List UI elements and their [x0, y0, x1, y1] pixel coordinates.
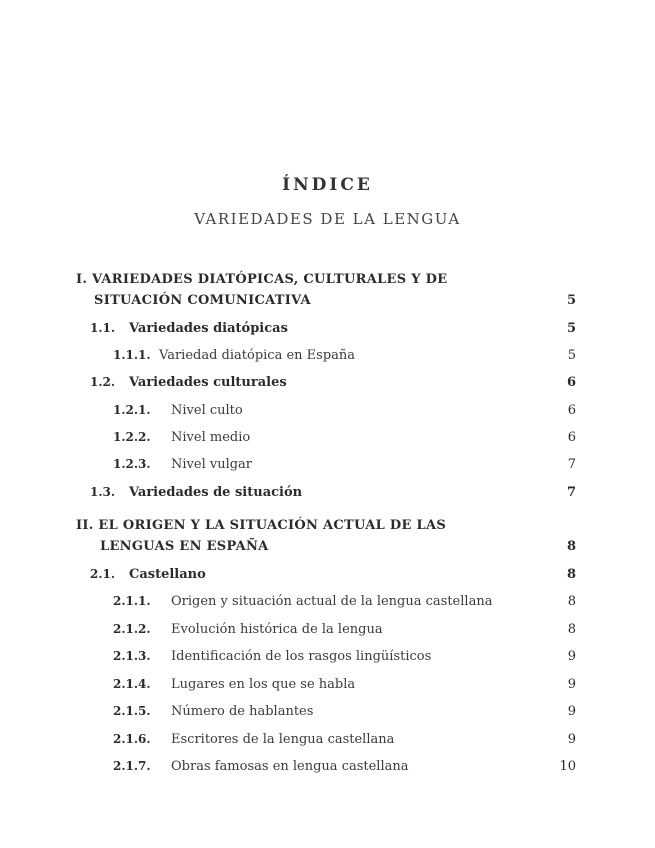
toc-page-number: 9 [567, 677, 576, 692]
page-subtitle: VARIEDADES DE LA LENGUA [194, 210, 461, 228]
toc-entry-number: 2.1.1. [113, 594, 151, 608]
toc-entry-label: Evolución histórica de la lengua [171, 622, 383, 637]
toc-page-number: 8 [567, 622, 576, 637]
toc-page-number: 9 [567, 649, 576, 664]
toc-entry-label: Identificación de los rasgos lingüísticos [171, 649, 432, 664]
toc-page-number: 5 [566, 321, 576, 336]
toc-entry-label: Lugares en los que se habla [171, 677, 356, 692]
toc-entry-label: Número de hablantes [171, 704, 314, 719]
toc-section-title-line2: SITUACIÓN COMUNICATIVA [94, 293, 311, 308]
toc-section-title-line1: I. VARIEDADES DIATÓPICAS, CULTURALES Y DE [76, 272, 448, 287]
toc-page-number: 9 [567, 732, 576, 747]
toc-entry-label: Variedades culturales [129, 375, 287, 390]
toc-entry-number: 2.1.7. [113, 759, 151, 773]
toc-section-title-line2: LENGUAS EN ESPAÑA [100, 539, 269, 554]
toc-page-number: 5 [567, 348, 576, 363]
toc-entry-label: Nivel medio [171, 430, 251, 445]
toc-entry-label: Castellano [129, 567, 206, 582]
toc-entry-number: 1.2.3. [113, 457, 151, 471]
toc-entry-number: 1.2. [90, 375, 116, 389]
toc-entry-number: 1.2.2. [113, 430, 151, 444]
toc-entry-number: 1.1.1. [113, 348, 151, 362]
toc-page-number: 8 [566, 539, 576, 554]
toc-entry-label: Escritores de la lengua castellana [171, 732, 395, 747]
toc-page-number: 7 [566, 485, 576, 500]
toc-entry-label: Nivel culto [171, 403, 243, 418]
toc-page-number: 8 [567, 594, 576, 609]
toc-entry-number: 2.1.2. [113, 622, 151, 636]
toc-entry-number: 2.1.5. [113, 704, 151, 718]
toc-entry-label: Variedades diatópicas [129, 321, 288, 336]
toc-entry-number: 2.1.4. [113, 677, 151, 691]
toc-page-number: 9 [567, 704, 576, 719]
toc-entry-number: 2.1. [90, 567, 116, 581]
toc-entry-label: Variedad diatópica en España [159, 348, 356, 363]
page-title: ÍNDICE [282, 175, 373, 195]
toc-page-number: 6 [567, 403, 576, 418]
toc-entry-number: 1.3. [90, 485, 116, 499]
toc-entry-label: Obras famosas en lengua castellana [171, 759, 409, 774]
toc-entry-number: 2.1.6. [113, 732, 151, 746]
toc-page-number: 6 [566, 375, 576, 390]
toc-entry-number: 1.2.1. [113, 403, 151, 417]
toc-section-title-line1: II. EL ORIGEN Y LA SITUACIÓN ACTUAL DE LAS [76, 518, 447, 533]
toc-page-number: 10 [559, 759, 576, 774]
toc-entry-label: Variedades de situación [129, 485, 303, 500]
toc-page-number: 5 [566, 293, 576, 308]
toc-entry-label: Origen y situación actual de la lengua castellana [171, 594, 493, 609]
toc-page-number: 8 [566, 567, 576, 582]
toc-page-number: 7 [567, 457, 576, 472]
toc-page-number: 6 [567, 430, 576, 445]
toc-entry-number: 1.1. [90, 321, 116, 335]
toc-entry-number: 2.1.3. [113, 649, 151, 663]
toc-entry-label: Nivel vulgar [171, 457, 253, 472]
